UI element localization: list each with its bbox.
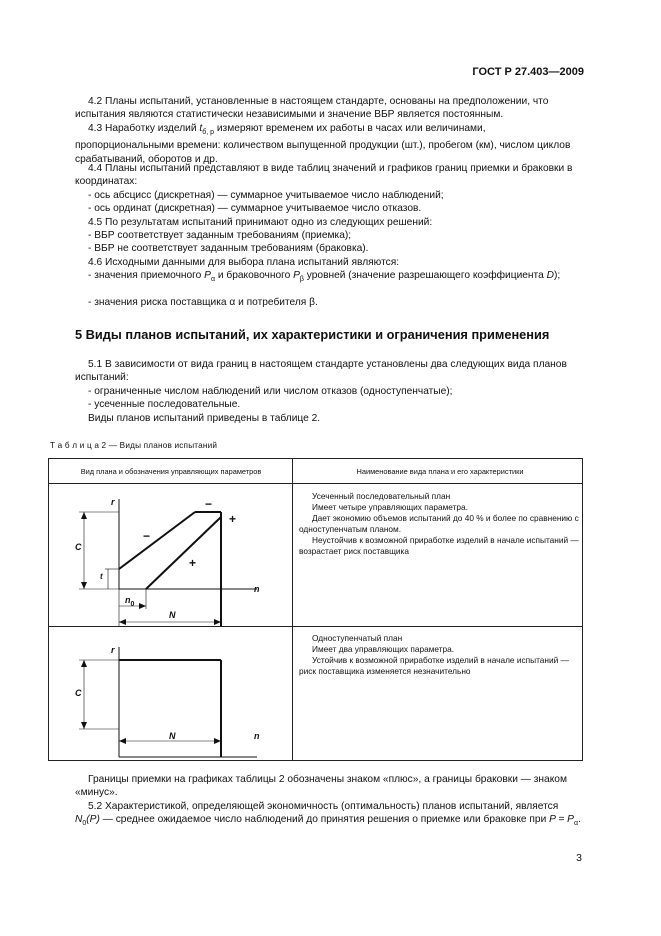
- para-4-3: 4.3 Наработку изделий $t_{б, р}$ измеряют временем их работы в часах или величинами, пропорциональными времени: количеством выпущенной продукции (шт.), пробегом (км), числом циклов срабатываний, оборотов и др.: [75, 123, 571, 165]
- para-5-1-item-2: - усеченные последовательные.: [88, 399, 241, 410]
- page-number: 3: [576, 852, 582, 864]
- para-5-1-end: Виды планов испытаний приведены в таблице 2.: [88, 413, 321, 424]
- g1-label-t: t: [100, 572, 103, 581]
- g1-label-N: N: [169, 610, 176, 620]
- g1-label-n: n: [254, 584, 260, 594]
- standard-header: ГОСТ Р 27.403—2009: [472, 66, 584, 78]
- g1-label-c: C: [75, 542, 82, 552]
- g2-label-N: N: [169, 731, 176, 741]
- para-after-table: Границы приемки на графиках таблицы 2 обозначены знаком «плюс», а границы браковки — знаком «минус».: [75, 774, 567, 799]
- g1-label-n0: $n_0$: [125, 595, 135, 608]
- g1-minus-left: −: [143, 529, 151, 543]
- table-2: [48, 458, 583, 761]
- g2-label-r: r: [111, 645, 115, 655]
- g1-minus-top: −: [205, 497, 213, 511]
- para-4-4: 4.4 Планы испытаний представляют в виде таблиц значений и графиков границ приемки и браковки в координатах:: [75, 163, 573, 188]
- g2-label-c: C: [75, 688, 82, 698]
- table-row1-text: Усеченный последовательный план Имеет четыре управляющих параметра. Дает экономию объемов испытаний до 40 % и более по сравнению с одноступенчатым планом. Неустойчив к возможной приработке изделий в начале испытаний — возрастает риск поставщика: [299, 491, 579, 556]
- table-caption: Т а б л и ц а 2 — Виды планов испытаний: [50, 441, 218, 450]
- para-4-5-item-1: - ВБР соответствует заданным требованиям (приемка);: [88, 230, 352, 241]
- para-4-5-item-2: - ВБР не соответствует заданным требованиям (браковка).: [88, 243, 369, 254]
- g1-label-r: r: [111, 497, 115, 507]
- para-4-2: 4.2 Планы испытаний, установленные в настоящем стандарте, основаны на предположении, что испытания являются статистически независимыми и значение ВБР является постоянным.: [75, 96, 549, 121]
- table-column-divider: [292, 459, 293, 760]
- g2-label-n: n: [254, 731, 260, 741]
- para-5-1: 5.1 В зависимости от вида границ в настоящем стандарте установлены два следующих вида планов испытаний:: [75, 359, 567, 384]
- section-5-title: 5 Виды планов испытаний, их характеристики и ограничения применения: [75, 327, 550, 342]
- table-row2-text: Одноступенчатый план Имеет два управляющих параметра. Устойчив к возможной приработке изделий в начале испытаний — риск поставщика изменяется незначительно: [299, 633, 569, 676]
- g1-plus-right: +: [229, 512, 237, 526]
- table-col1-header: Вид плана и обозначения управляющих параметров: [80, 467, 262, 476]
- g1-plus-mid: +: [189, 556, 197, 570]
- table-col2-header: Наименование вида плана и его характеристики: [356, 467, 524, 476]
- sequential-plan-graph: [49, 484, 291, 626]
- para-4-6-item-2: - значения риска поставщика α и потребителя β.: [88, 297, 318, 308]
- para-4-4-item-2: - ось ординат (дискретная) — суммарное учитываемое число отказов.: [88, 203, 422, 214]
- para-5-2: 5.2 Характеристикой, определяющей экономичность (оптимальность) планов испытаний, является $N_0(P)$ — среднее ожидаемое число наблюдений до принятия решения о приемке или браковке при $P = P_\alpha$.: [75, 801, 581, 828]
- para-4-4-item-1: - ось абсцисс (дискретная) — суммарное учитываемое число наблюдений;: [88, 190, 444, 201]
- para-5-1-item-1: - ограниченные числом наблюдений или числом отказов (одноступенчатые);: [88, 386, 453, 397]
- para-4-6: 4.6 Исходными данными для выбора плана испытаний являются:: [88, 257, 400, 268]
- para-4-6-item-1: - значения приемочного $P_\alpha$ и браковочного $P_\beta$ уровней (значение разрешающего коэффициента D);: [88, 270, 561, 284]
- para-4-5: 4.5 По результатам испытаний принимают одно из следующих решений:: [88, 217, 433, 228]
